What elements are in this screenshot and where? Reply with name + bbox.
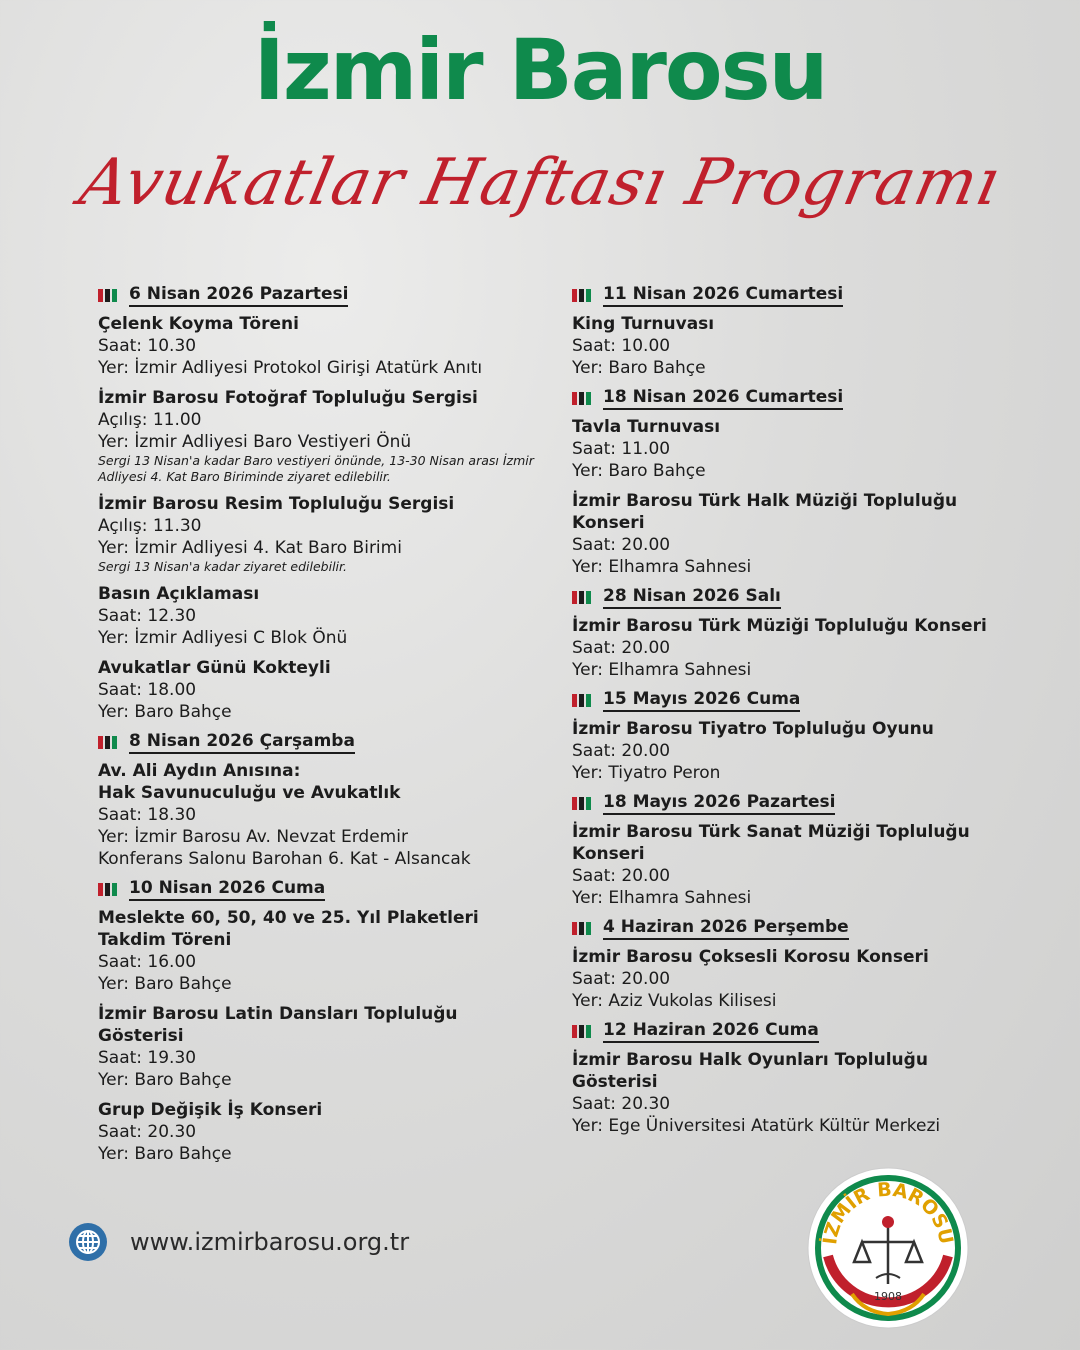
day-label: 18 Mayıs 2026 Pazartesi [603,792,835,815]
event-detail: Saat: 20.00 [572,638,671,658]
event-item [98,493,548,575]
event-item [572,1049,1042,1137]
footer [68,1222,409,1262]
event-detail: Yer: Elhamra Sahnesi [572,888,752,908]
day-label: 6 Nisan 2026 Pazartesi [129,284,348,307]
event-title: İzmir Barosu Çoksesli Korosu Konseri [572,947,929,967]
day-heading [572,387,1042,410]
event-title: İzmir Barosu Türk Müziği Topluluğu Konseri [572,616,987,636]
event-detail: Saat: 20.00 [572,741,671,761]
event-detail: Yer: Baro Bahçe [572,461,706,481]
event-item [572,416,1042,482]
day-label: 15 Mayıs 2026 Cuma [603,689,800,712]
event-detail: Saat: 11.00 [572,439,671,459]
event-item [98,907,548,995]
event-title: İzmir Barosu Fotoğraf Topluluğu Sergisi [98,388,478,408]
event-detail: Saat: 16.00 [98,952,197,972]
event-title: İzmir Barosu Halk Oyunları Topluluğu Gösterisi [572,1050,928,1092]
day-heading [98,284,548,307]
event-detail: Yer: Baro Bahçe [572,358,706,378]
flag-icon [98,883,117,896]
flag-icon [572,694,591,707]
event-title: İzmir Barosu Latin Dansları Topluluğu Gösterisi [98,1004,458,1046]
day-heading [572,586,1042,609]
event-detail: Yer: Tiyatro Peron [572,763,721,783]
event-note: Sergi 13 Nisan'a kadar Baro vestiyeri önünde, 13-30 Nisan arası İzmir Adliyesi 4. Kat Baro Biriminde ziyaret edilebilir. [98,453,534,484]
event-detail: Saat: 20.00 [572,969,671,989]
event-detail: Yer: İzmir Adliyesi 4. Kat Baro Birimi [98,538,402,558]
event-title: Av. Ali Aydın Anısına: Hak Savunuculuğu ve Avukatlık [98,761,401,803]
flag-icon [572,591,591,604]
day-heading [98,731,548,754]
event-detail: Yer: Baro Bahçe [98,974,232,994]
event-detail: Yer: İzmir Barosu Av. Nevzat Erdemir [98,827,408,847]
day-label: 8 Nisan 2026 Çarşamba [129,731,355,754]
day-heading [572,689,1042,712]
event-detail: Açılış: 11.00 [98,410,202,430]
page-subtitle: Avukatlar Haftası Programı [73,146,1007,220]
website-link[interactable]: www.izmirbarosu.org.tr [130,1228,410,1256]
event-detail: Yer: Aziz Vukolas Kilisesi [572,991,777,1011]
day-heading [572,284,1042,307]
right-column [572,280,1042,1145]
event-item [572,615,1042,681]
event-detail: Saat: 10.00 [572,336,671,356]
day-label: 4 Haziran 2026 Perşembe [603,917,849,940]
seal-year: 1908 [874,1290,902,1303]
event-detail: Saat: 20.30 [98,1122,197,1142]
flag-icon [572,922,591,935]
event-detail: Yer: İzmir Adliyesi C Blok Önü [98,628,348,648]
event-item [98,760,548,870]
bar-association-seal-icon [806,1166,970,1330]
day-heading [572,792,1042,815]
event-title: Çelenk Koyma Töreni [98,314,299,334]
event-detail: Saat: 12.30 [98,606,197,626]
day-label: 28 Nisan 2026 Salı [603,586,781,609]
event-item [572,718,1042,784]
event-detail: Saat: 18.30 [98,805,197,825]
day-heading [572,917,1042,940]
event-detail: Saat: 18.00 [98,680,197,700]
event-detail: Yer: Baro Bahçe [98,1144,232,1164]
event-item [98,1099,548,1165]
flag-icon [572,1025,591,1038]
event-item [98,657,548,723]
event-title: İzmir Barosu Türk Halk Müziği Topluluğu Konseri [572,491,958,533]
event-title: Basın Açıklaması [98,584,260,604]
event-item [98,313,548,379]
event-item [572,313,1042,379]
event-title: Avukatlar Günü Kokteyli [98,658,331,678]
event-detail: Yer: Elhamra Sahnesi [572,660,752,680]
globe-icon [68,1222,108,1262]
flag-icon [98,289,117,302]
page-title: İzmir Barosu [253,21,827,119]
event-detail: Yer: Ege Üniversitesi Atatürk Kültür Merkezi [572,1116,941,1136]
flag-icon [572,392,591,405]
event-detail: Açılış: 11.30 [98,516,202,536]
event-detail: Saat: 10.30 [98,336,197,356]
event-note: Sergi 13 Nisan'a kadar ziyaret edilebilir. [98,559,347,574]
event-title: İzmir Barosu Tiyatro Topluluğu Oyunu [572,719,934,739]
event-title: Tavla Turnuvası [572,417,721,437]
event-title: King Turnuvası [572,314,715,334]
event-detail: Yer: İzmir Adliyesi Baro Vestiyeri Önü [98,432,412,452]
event-item [572,490,1042,578]
event-detail: Yer: Baro Bahçe [98,702,232,722]
day-heading [572,1020,1042,1043]
event-item [98,387,548,485]
event-item [572,946,1042,1012]
event-detail: Yer: Baro Bahçe [98,1070,232,1090]
event-title: İzmir Barosu Türk Sanat Müziği Topluluğu Konseri [572,822,970,864]
day-label: 18 Nisan 2026 Cumartesi [603,387,843,410]
day-heading [98,878,548,901]
seal-text: İZMİR BAROSU [819,1178,958,1247]
event-item [98,583,548,649]
event-title: İzmir Barosu Resim Topluluğu Sergisi [98,494,455,514]
event-detail: Saat: 20.30 [572,1094,671,1114]
event-item [98,1003,548,1091]
flag-icon [98,736,117,749]
day-label: 11 Nisan 2026 Cumartesi [603,284,843,307]
event-title: Meslekte 60, 50, 40 ve 25. Yıl Plaketleri Takdim Töreni [98,908,479,950]
event-title: Grup Değişik İş Konseri [98,1100,323,1120]
event-detail: Yer: İzmir Adliyesi Protokol Girişi Atatürk Anıtı [98,358,483,378]
flag-icon [572,797,591,810]
day-label: 10 Nisan 2026 Cuma [129,878,325,901]
event-detail: Konferans Salonu Barohan 6. Kat - Alsancak [98,849,471,869]
left-column [98,280,548,1173]
event-detail: Yer: Elhamra Sahnesi [572,557,752,577]
flag-icon [572,289,591,302]
event-item [572,821,1042,909]
day-label: 12 Haziran 2026 Cuma [603,1020,819,1043]
event-detail: Saat: 20.00 [572,866,671,886]
event-detail: Saat: 20.00 [572,535,671,555]
event-detail: Saat: 19.30 [98,1048,197,1068]
